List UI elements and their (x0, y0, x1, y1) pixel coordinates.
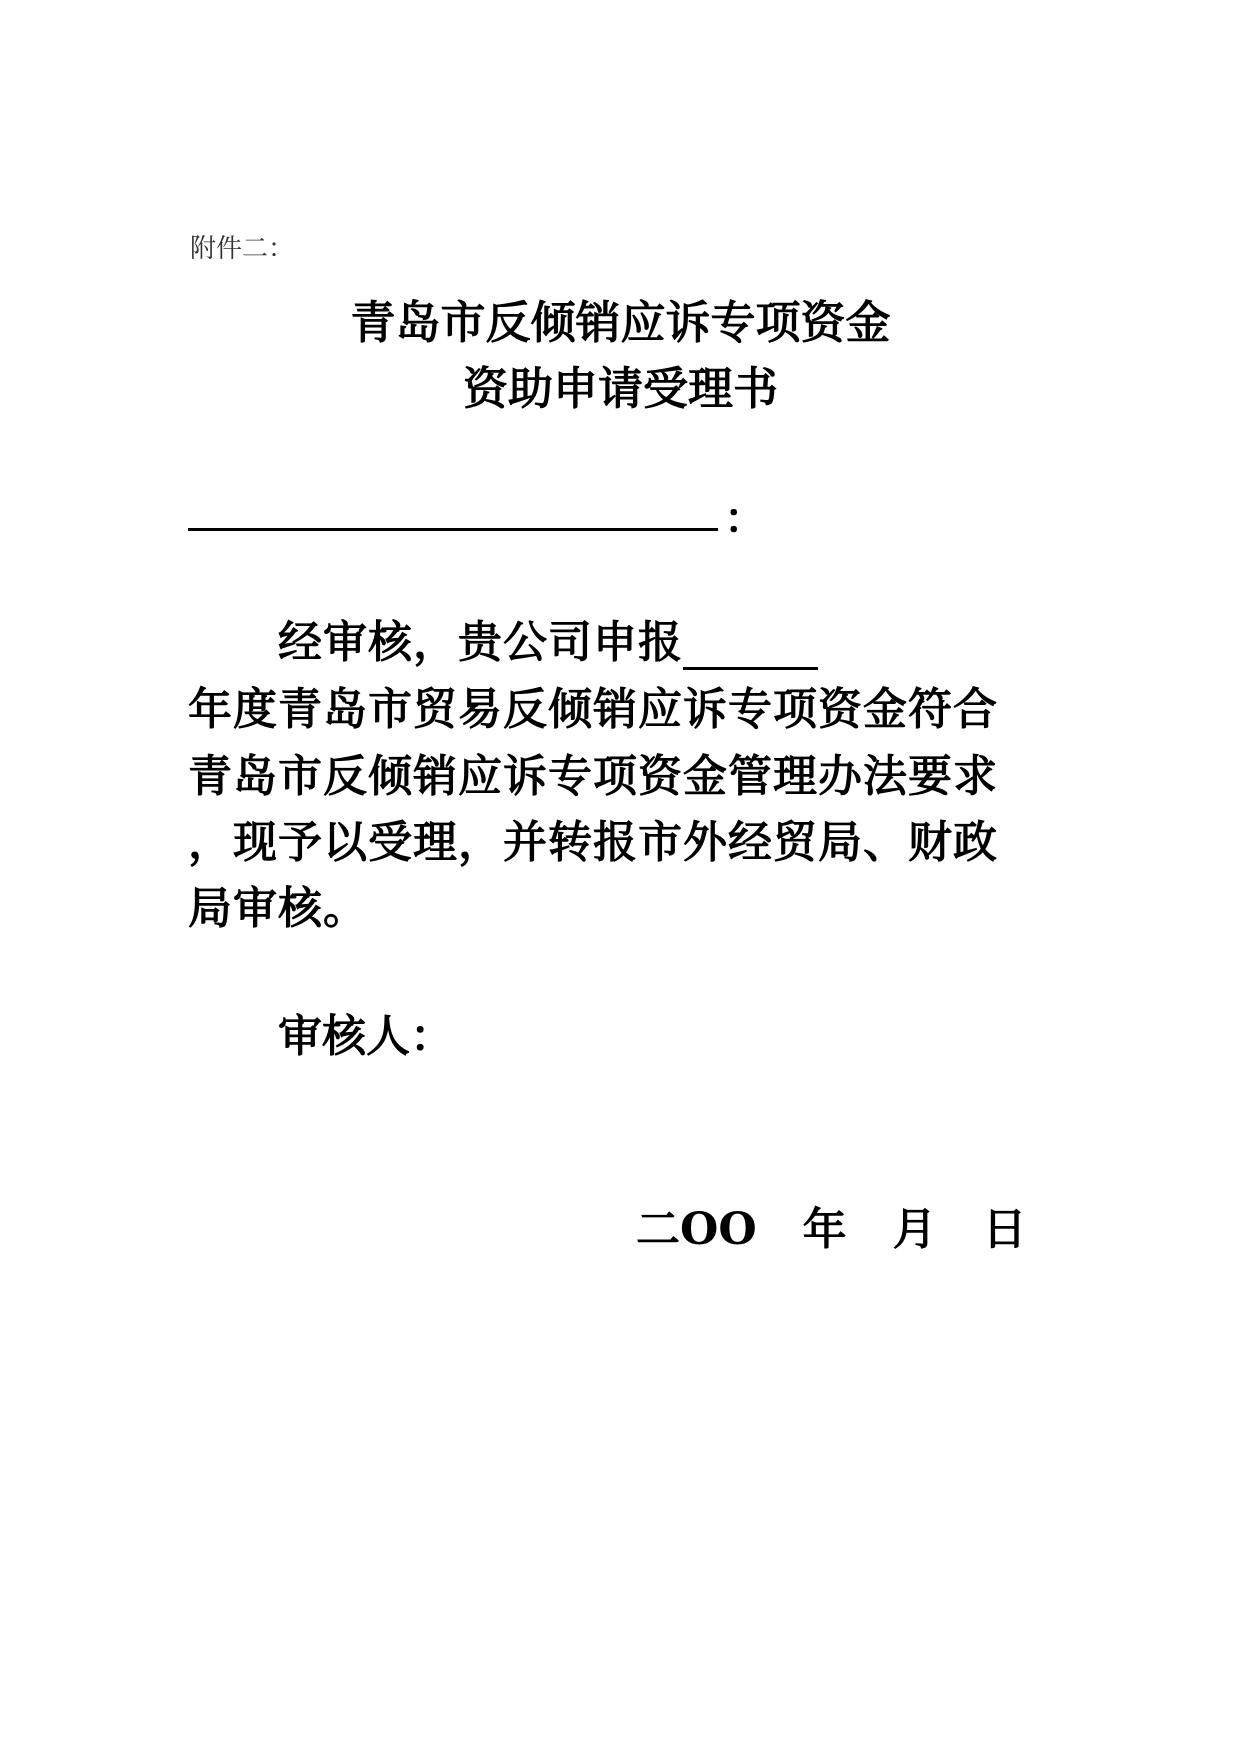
date-line (636, 1193, 1027, 1257)
body-line-1 (278, 606, 818, 670)
addressee-blank (188, 528, 718, 531)
addressee-line (188, 486, 767, 543)
document-title-line-2: 资助申请受理书 (462, 362, 778, 415)
year-fill-blank (683, 627, 818, 670)
addressee-colon: ： (724, 494, 767, 543)
body-line-5: 局审核。 (188, 883, 368, 934)
reviewer-label: 审核人： (278, 1011, 454, 1062)
date-month-unit: 月 (892, 1204, 937, 1255)
date-day-unit: 日 (982, 1204, 1027, 1255)
document-title-line-1: 青岛市反倾销应诉专项资金 (350, 296, 891, 349)
date-year-prefix: 二OO (636, 1204, 757, 1255)
body-line-4: ，现予以受理，并转报市外经贸局、财政 (188, 817, 998, 868)
body-line-3: 青岛市反倾销应诉专项资金管理办法要求 (188, 751, 998, 802)
body-line-1-text: 经审核，贵公司申报 (278, 617, 683, 668)
body-line-2: 年度青岛市贸易反倾销应诉专项资金符合 (188, 684, 998, 735)
attachment-label: 附件二： (190, 234, 295, 264)
date-year-unit: 年 (802, 1204, 847, 1255)
